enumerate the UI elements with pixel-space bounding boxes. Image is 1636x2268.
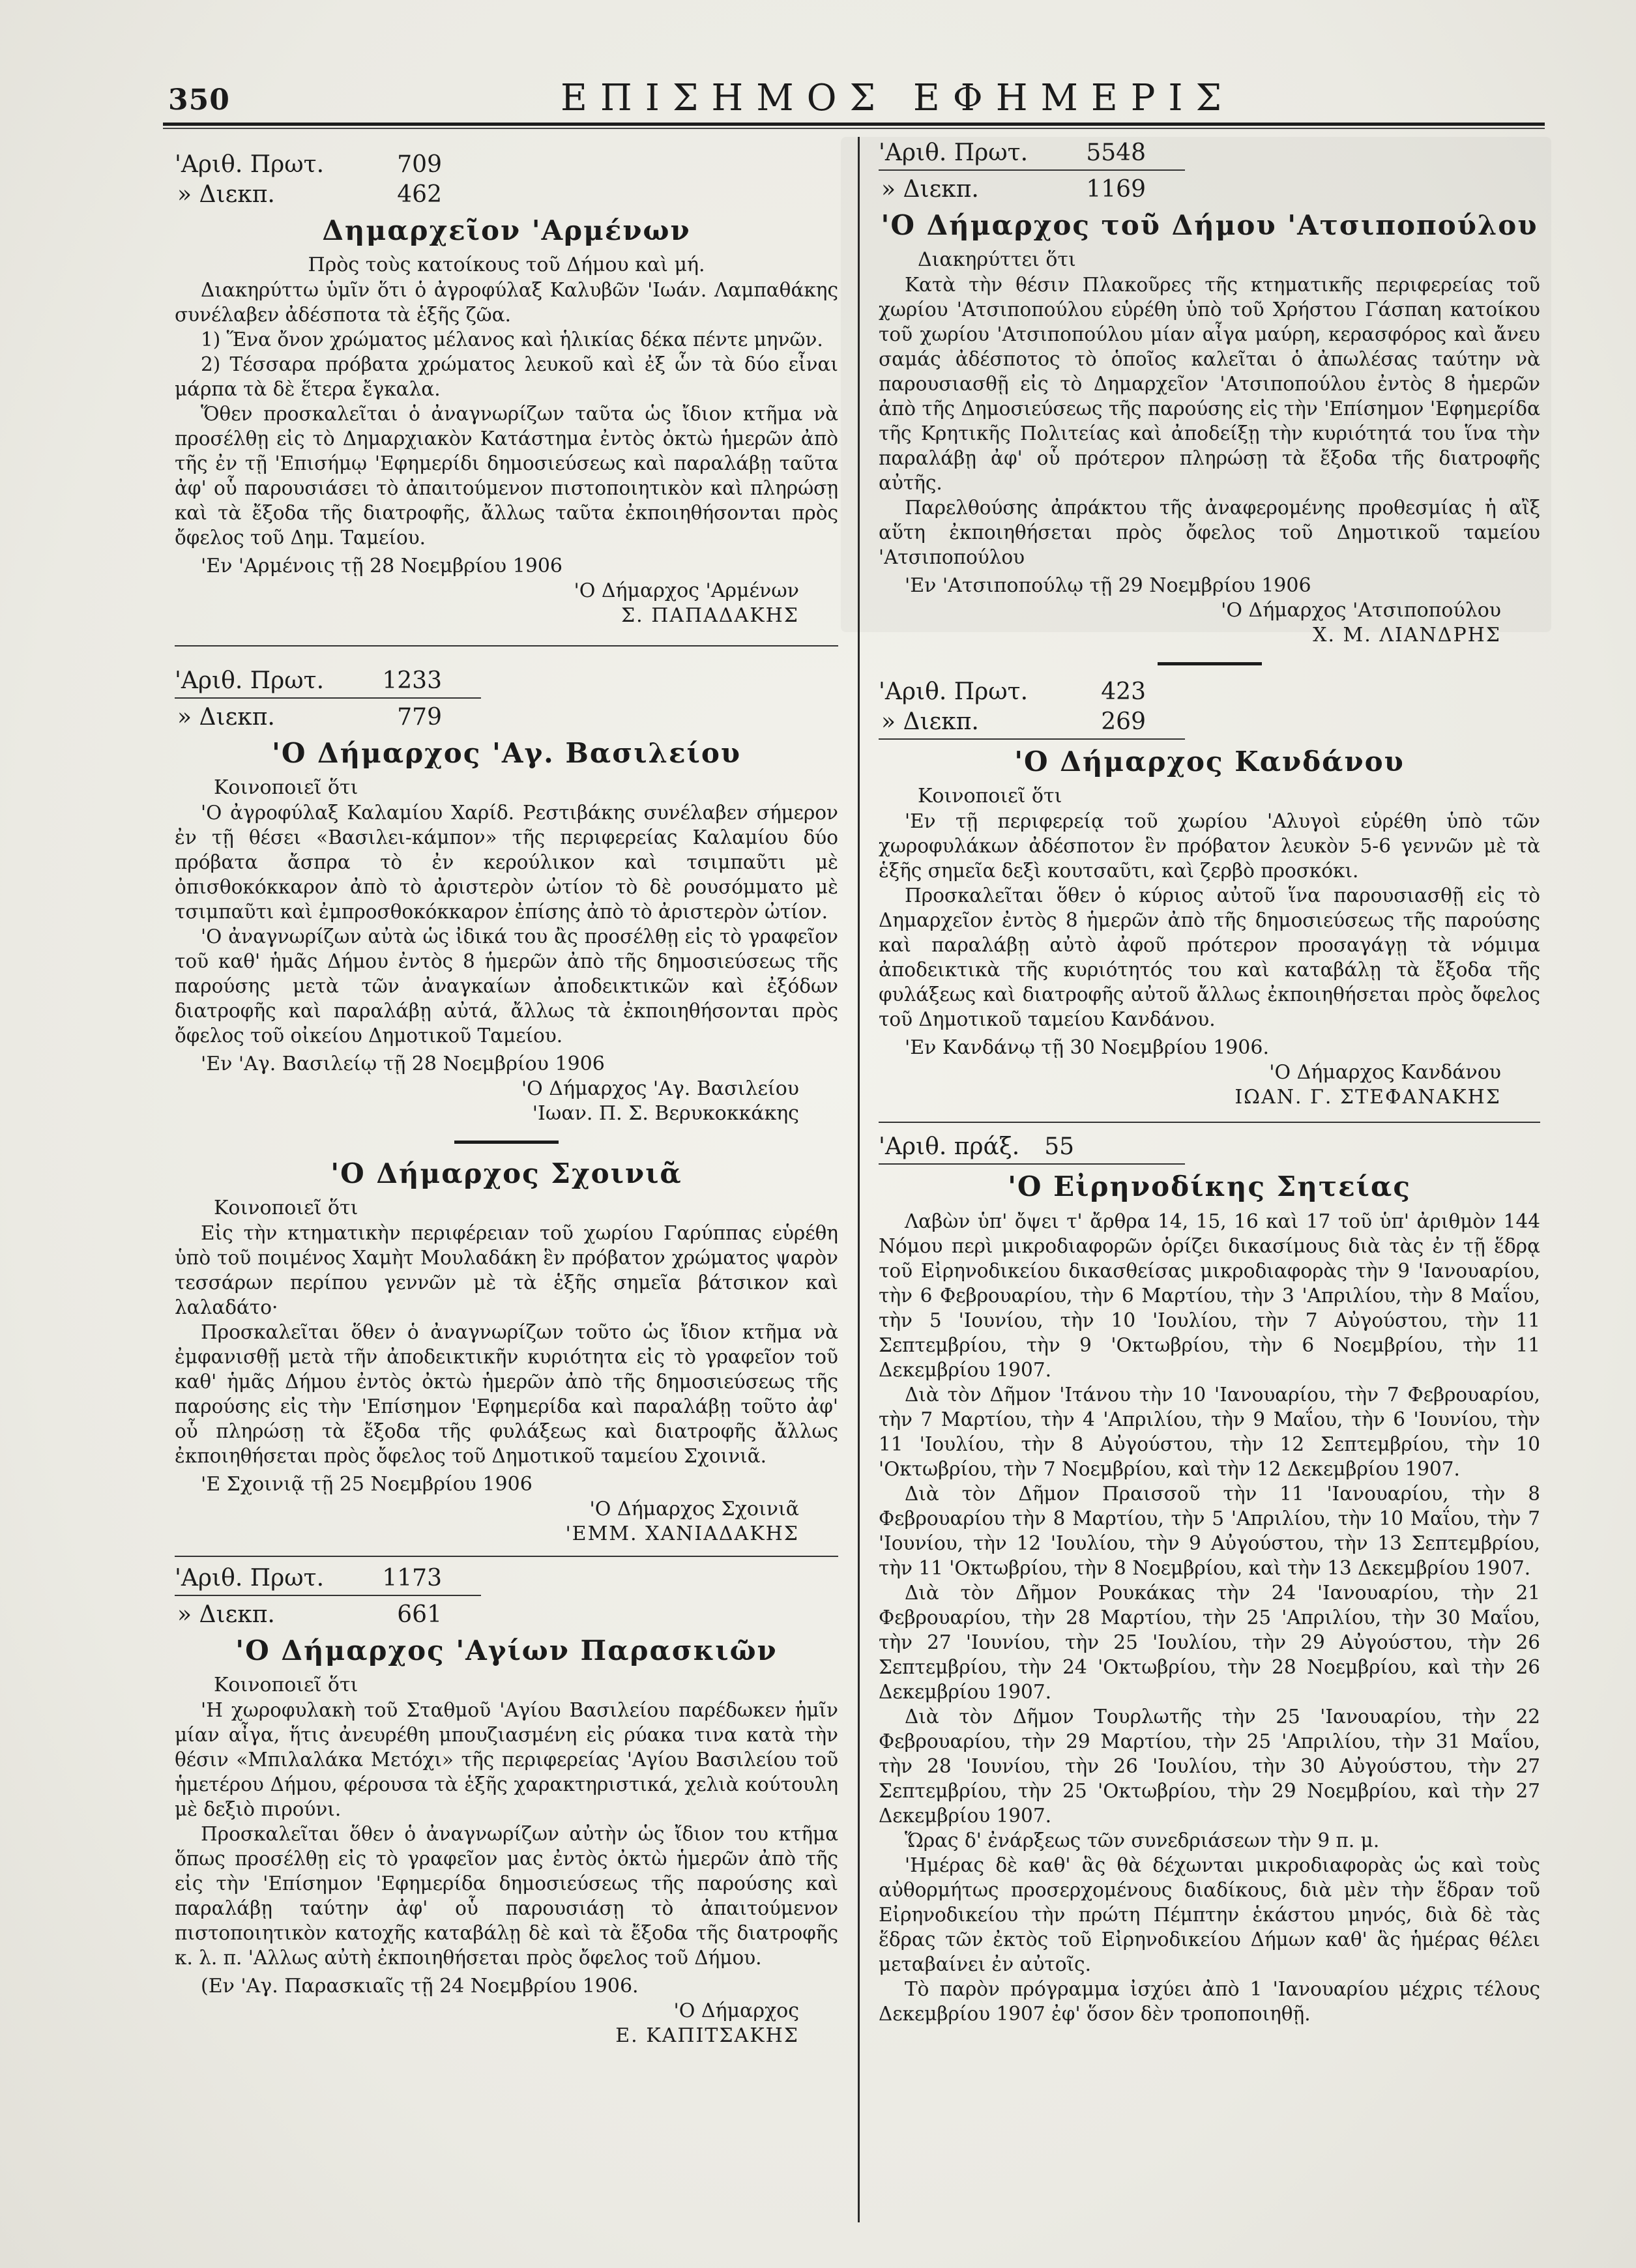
- box-rule: [879, 738, 1185, 740]
- notice-title: 'Ο Δήμαρχος 'Αγ. Βασιλείου: [271, 737, 741, 769]
- notice-title: 'Ο Δήμαρχος Κανδάνου: [1014, 746, 1405, 778]
- notice-schoinia: [175, 1156, 838, 1547]
- notice-separator: [879, 1122, 1540, 1123]
- notice-body: [879, 1209, 1540, 2026]
- notice-body: [175, 1698, 838, 1970]
- notice-title: 'Ο Δήμαρχος τοῦ Δήμου 'Ατσιποπούλου: [881, 209, 1538, 241]
- notice-title: Δημαρχεῖον 'Αρμένων: [322, 214, 691, 246]
- notice-subtitle: Κοινοποιεῖ ὅτι: [214, 1197, 358, 1219]
- dispatch-value: 269: [1101, 708, 1146, 735]
- box-rule: [879, 169, 1185, 171]
- signatory-name: 'ΕΜΜ. ΧΑΝΙΑΔΑΚΗΣ: [565, 1522, 799, 1545]
- notice-subtitle: Πρὸς τοὺς κατοίκους τοῦ Δήμου καὶ μή.: [308, 254, 705, 276]
- dispatch-label: » Διεκπ.: [177, 1601, 275, 1628]
- protocol-value: 5548: [1086, 139, 1146, 166]
- protocol-number: [879, 138, 1146, 168]
- dispatch-value: 462: [397, 181, 442, 208]
- notice-body: [175, 278, 838, 550]
- paragraph: Κατὰ τὴν θέσιν Πλακοῦρες τῆς κτηματικῆς περιφερείας τοῦ χωρίου 'Ατσιποπούλου εὑρέθη ὑπὸ τοῦ Χρήστου Γάσπαη κατοίκου τοῦ χωρίου 'Ατσιποπούλου μίαν αἶγα μαύρη, κερασφόρος καὶ ἄνευ σαμάς ἀδέσποτος τὸ ὁποῖος καλεῖται ὁ ἀπωλέσας ταύτην νὰ παρουσιασθῇ εἰς τὸ Δημαρχεῖον 'Ατσιποπούλου ἐντὸς 8 ἡμερῶν ἀπὸ τῆς Δημοσιεύσεως τῆς παρούσης εἰς τὴν 'Επίσημον 'Εφημερίδα τῆς Κρητικῆς Πολιτείας καὶ ἀποδείξῃ τὴν κυριότητά του ἵνα τὴν παραλάβῃ ἀφ' οὗ πρότερον πληρώσῃ τὰ ἔξοδα τῆς διατροφῆς αὐτῆς.: [879, 274, 1540, 494]
- act-number: [879, 1132, 1074, 1162]
- paragraph: Ὅθεν προσκαλεῖται ὁ ἀναγνωρίζων ταῦτα ὡς ἴδιον κτῆμα νὰ προσέλθῃ εἰς τὸ Δημαρχιακὸν Κατάστημα ἐντὸς ὀκτὼ ἡμερῶν ἀπὸ τῆς ἐν τῇ 'Επισήμῳ 'Εφημερίδι δημοσιεύσεως καὶ παραλάβῃ ταῦτα ἀφ' οὗ παρουσιάσει τὸ ἀπαιτούμενον πιστοποιητικὸν καὶ πληρώσῃ καὶ τὰ ἔξοδα τῆς διατροφῆς, ἄλλως ταῦτα ἐκποιηθήσονται πρὸς ὄφελος τοῦ Δημ. Ταμείου.: [175, 403, 838, 549]
- paragraph: Τὸ παρὸν πρόγραμμα ἰσχύει ἀπὸ 1 'Ιανουαρίου μέχρις τέλους Δεκεμβρίου 1907 ἐφ' ὅσον δὲν τροποποιηθῇ.: [879, 1978, 1540, 2025]
- notice-agion-paraskion: [175, 1563, 838, 2048]
- box-rule: [175, 697, 481, 699]
- paragraph: Διὰ τὸν Δῆμον Τουρλωτῆς τὴν 25 'Ιανουαρίου, τὴν 22 Φεβρουαρίου, τὴν 29 Μαρτίου, τὴν 25 'Απριλίου, τὴν 31 Μαΐου, τὴν 28 'Ιουνίου, τὴν 26 'Ιουλίου, τὴν 30 Αὐγούστου, τὴν 27 Σεπτεμβρίου, τὴν 25 'Οκτωβρίου, τὴν 29 Νοεμβρίου, καὶ τὴν 27 Δεκεμβρίου 1907.: [879, 1706, 1540, 1827]
- notice-date: 'Εν 'Αρμένοις τῇ 28 Νοεμβρίου 1906: [201, 555, 562, 577]
- protocol-label: 'Αριθ. Πρωτ.: [879, 678, 1029, 705]
- paragraph: 'Ο ἀγροφύλαξ Καλαμίου Χαρίδ. Ρεστιβάκης συνέλαβεν σήμερον ἐν τῇ θέσει «Βασιλει-κάμπον» τῆς περιφερείας Καλαμίου δύο πρόβατα ἄσπρα τὸ ἐν κερούλικον καὶ τσιμπαῦτι μὲ ὀπισθοκόκκαρον ἀπὸ τὸ ἀριστερὸν ὠτίον τὸ δὲ ρουσόμματο μὲ τσιμπαῦτι καὶ ἐμπροσθοκόκκαρον ἐπίσης ἀπὸ τὸ ἀριστερὸν ὠτίον.: [175, 802, 838, 923]
- dispatch-number: [175, 703, 442, 733]
- paragraph: Προσκαλεῖται ὅθεν ὁ ἀναγνωρίζων αὐτὴν ὡς ἴδιον του κτῆμα ὅπως προσέλθῃ εἰς τὸ γραφεῖον μας ἐντὸς ὀκτὼ ἡμερῶν ἀπὸ τῆς εἰς τὴν 'Επίσημον 'Εφημερίδα δημοσιεύσεως τῆς παρούσης καὶ παραλάβῃ ταύτην ἀφ' οὗ παρουσιάσῃ τὸ ἀπαιτούμενον πιστοποιητικὸν κατοχῆς καταβάλῃ δὲ καὶ τὰ ἔξοδα τῆς διατροφῆς κ. λ. π. 'Αλλως αὐτὴ ἐκποιηθήσεται πρὸς ὄφελος τοῦ Δήμου.: [175, 1823, 838, 1969]
- dispatch-label: » Διεκπ.: [177, 704, 275, 731]
- notice-subtitle: Κοινοποιεῖ ὅτι: [918, 785, 1062, 807]
- notice-body: [879, 272, 1540, 570]
- signatory-title: 'Ο Δήμαρχος 'Ατσιποπούλου: [1221, 599, 1501, 622]
- dispatch-value: 661: [397, 1601, 442, 1628]
- protocol-value: 423: [1101, 678, 1146, 705]
- signatory-title: 'Ο Δήμαρχος 'Αγ. Βασιλείου: [521, 1077, 799, 1100]
- dispatch-label: » Διεκπ.: [177, 181, 275, 208]
- protocol-number: [175, 666, 442, 696]
- notice-subtitle: Διακηρύττει ὅτι: [918, 248, 1076, 271]
- notice-date: 'Εν 'Αγ. Βασιλείῳ τῇ 28 Νοεμβρίου 1906: [201, 1053, 605, 1075]
- protocol-number: [175, 150, 442, 180]
- protocol-label: 'Αριθ. Πρωτ.: [175, 667, 325, 694]
- signatory-name: Σ. ΠΑΠΑΔΑΚΗΣ: [621, 604, 799, 627]
- notice-body: [175, 1221, 838, 1468]
- notice-date: 'Εν Κανδάνῳ τῇ 30 Νοεμβρίου 1906.: [905, 1036, 1270, 1059]
- dispatch-number: [879, 707, 1146, 737]
- paragraph: Ὥρας δ' ἐνάρξεως τῶν συνεδριάσεων τὴν 9 π. μ.: [905, 1829, 1380, 1852]
- paragraph: 'Ημέρας δὲ καθ' ἃς θὰ δέχωνται μικροδιαφορὰς ὡς καὶ τοὺς αὐθορμήτως προσερχομένους διαδίκους, διὰ μὲν τὴν ἕδραν τοῦ Εἰρηνοδικείου τὴν πρώτη Πέμπτην ἑκάστου μηνός, διὰ δὲ τὰς ἕδρας τῶν ἐκτὸς τοῦ Εἰρηνοδικείου Δήμων καθ' ἃς ἡμέρας θέλει μεταβαίνει ἐν αὐτοῖς.: [879, 1854, 1540, 1975]
- right-column: [879, 138, 1540, 2026]
- notice-date: 'Εν 'Ατσιποπούλῳ τῇ 29 Νοεμβρίου 1906: [905, 574, 1311, 597]
- column-divider: [858, 137, 860, 2222]
- protocol-value: 709: [397, 151, 442, 178]
- protocol-label: 'Αριθ. Πρωτ.: [175, 1565, 325, 1592]
- signatory-title: 'Ο Δήμαρχος Σχοινιᾶ: [589, 1498, 799, 1520]
- protocol-value: 1173: [382, 1565, 442, 1592]
- notice-title: 'Ο Δήμαρχος Σχοινιᾶ: [330, 1157, 682, 1189]
- dispatch-number: [175, 180, 442, 210]
- paragraph: Διακηρύττω ὑμῖν ὅτι ὁ ἀγροφύλαξ Καλυβῶν 'Ιωάν. Λαμπαθάκης συνέλαβεν ἀδέσποτα τὰ ἑξῆς ζῶα.: [175, 279, 838, 326]
- paragraph: Εἰς τὴν κτηματικὴν περιφέρειαν τοῦ χωρίου Γαρύππας εὑρέθη ὑπὸ τοῦ ποιμένος Χαμὴτ Μουλαδάκη ἓν πρόβατον χρώματος ψαρὸν τεσσάρων περίπου γεννῶν μὲ τὰ ἑξῆς σημεῖα βάτσικον καὶ λαλαδάτο·: [175, 1222, 838, 1318]
- notice-armenoi: [175, 150, 838, 628]
- paragraph: Διὰ τὸν Δῆμον Πραισσοῦ τὴν 11 'Ιανουαρίου, τὴν 8 Φεβρουαρίου τὴν 8 Μαρτίου, τὴν 5 'Απριλίου, τὴν 10 Μαΐου, τὴν 7 'Ιουνίου, τὴν 12 'Ιουλίου, τὴν 9 Αὐγούστου, τὴν 13 Σεπτεμβρίου, τὴν 11 'Οκτωβρίου, τὴν 8 Νοεμβρίου, καὶ τὴν 13 Δεκεμβρίου 1907.: [879, 1483, 1540, 1579]
- paragraph: 'Εν τῇ περιφερείᾳ τοῦ χωρίου 'Αλυγοὶ εὑρέθη ὑπὸ τῶν χωροφυλάκων ἀδέσποτον ἓν πρόβατον λευκὸν 5-6 γεννῶν μὲ τὰ ἑξῆς σημεῖα δεξὶ κουτσαῦτι, καὶ ζερβὸ προσκόκι.: [879, 810, 1540, 882]
- notice-separator: [175, 1556, 838, 1557]
- notice-date: 'Ε Σχοινιᾷ τῇ 25 Νοεμβρίου 1906: [201, 1473, 533, 1496]
- box-rule: [879, 1163, 1185, 1165]
- signatory-title: 'Ο Δήμαρχος 'Αρμένων: [574, 579, 799, 602]
- notice-body: [175, 800, 838, 1048]
- paragraph: Προσκαλεῖται ὅθεν ὁ κύριος αὐτοῦ ἵνα παρουσιασθῇ εἰς τὸ Δημαρχεῖον ἐντὸς 8 ἡμερῶν ἀπὸ τῆς δημοσιεύσεως τῆς παρούσης καὶ παραλάβῃ αὐτὸ ἀφοῦ πρότερον προσαγάγῃ τὰ νόμιμα ἀποδεικτικὰ τῆς κυριότητός του καὶ καταβάλῃ τὰ ἔξοδα τῆς φυλάξεως καὶ διατροφῆς αὐτοῦ ἄλλως ἐκποιηθήσεται πρὸς ὄφελος τοῦ Δημοτικοῦ ταμείου Κανδάνου.: [879, 884, 1540, 1030]
- paragraph: 1) Ἕνα ὄνον χρώματος μέλανος καὶ ἡλικίας δέκα πέντε μηνῶν.: [201, 328, 823, 351]
- paragraph: 'Ο ἀναγνωρίζων αὐτὰ ὡς ἰδικά του ἂς προσέλθῃ εἰς τὸ γραφεῖον τοῦ καθ' ἡμᾶς Δήμου ἐντὸς 8 ἡμερῶν ἀπὸ τῆς δημοσιεύσεως τῆς παρούσης μετὰ τῶν ἀναγκαίων ἀποδεικτικῶν καὶ ἐξόδων διατροφῆς καὶ παραλάβῃ αὐτά, ἄλλως τὰ ἐκποιηθήσονται πρὸς ὄφελος τοῦ οἰκείου Δημοτικοῦ Ταμείου.: [175, 925, 838, 1047]
- notice-title: 'Ο Δήμαρχος 'Αγίων Παρασκιῶν: [235, 1635, 778, 1666]
- signatory-name: Ε. ΚΑΠΙΤΣΑΚΗΣ: [615, 2024, 799, 2047]
- left-column: [175, 138, 838, 2048]
- protocol-label: 'Αριθ. Πρωτ.: [879, 139, 1029, 166]
- page-number: 350: [168, 83, 230, 117]
- notice-separator: [454, 1141, 559, 1144]
- protocol-value: 1233: [382, 667, 442, 694]
- signatory-name: ΙΩΑΝ. Γ. ΣΤΕΦΑΝΑΚΗΣ: [1234, 1086, 1501, 1109]
- header-rule: [163, 123, 1545, 126]
- notice-subtitle: Κοινοποιεῖ ὅτι: [214, 776, 358, 799]
- dispatch-number: [879, 175, 1146, 205]
- header-rule-secondary: [163, 128, 1545, 129]
- paragraph: 2) Τέσσαρα πρόβατα χρώματος λευκοῦ καὶ ἐξ ὧν τὰ δύο εἶναι μάρπα τὰ δὲ ἕτερα ἔγκαλα.: [175, 353, 838, 400]
- notice-title: 'Ο Εἰρηνοδίκης Σητείας: [1008, 1170, 1411, 1202]
- act-label: 'Αριθ. πράξ.: [879, 1133, 1020, 1160]
- dispatch-label: » Διεκπ.: [881, 176, 979, 203]
- signatory-title: 'Ο Δήμαρχος Κανδάνου: [1269, 1061, 1501, 1084]
- paragraph: Προσκαλεῖται ὅθεν ὁ ἀναγνωρίζων τοῦτο ὡς ἴδιον κτῆμα νὰ ἐμφανισθῇ μετὰ τῆν ἀποδεικτικῆν κυριότητα εἰς τὸ γραφεῖον τοῦ καθ' ἡμᾶς Δήμου ἐντὸς ὀκτὼ ἡμερῶν ἀπὸ τῆς δημοσιεύσεως τῆς παρούσης εἰς τὴν 'Επίσημον 'Εφημερίδα καὶ παραλάβῃ τοῦτο ἀφ' οὗ πληρώσῃ τὰ ἔξοδα τῆς φυλάξεως καὶ διατροφῆς ἄλλως ἐκποιηθήσεται πρὸς ὄφελος τοῦ Δημοτικοῦ ταμείου Σχοινιᾶ.: [175, 1321, 838, 1467]
- act-value: 55: [1044, 1133, 1074, 1160]
- gazette-title: ΕΠΙΣΗΜΟΣ ΕΦΗΜΕΡΙΣ: [561, 77, 1235, 119]
- notice-body: [879, 809, 1540, 1032]
- paragraph: Παρελθούσης ἀπράκτου τῆς ἀναφερομένης προθεσμίας ἡ αἲξ αὕτη ἐκποιηθήσεται πρὸς ὄφελος τοῦ Δημοτικοῦ ταμείου 'Ατσιποπούλου: [879, 497, 1540, 568]
- notice-atsipopoulou: [879, 138, 1540, 648]
- notice-eirinodikis-siteias: [879, 1132, 1540, 2026]
- notice-separator: [175, 645, 838, 647]
- notice-subtitle: Κοινοποιεῖ ὅτι: [214, 1674, 358, 1696]
- dispatch-label: » Διεκπ.: [881, 708, 979, 735]
- signatory-name: Χ. Μ. ΛΙΑΝΔΡΗΣ: [1313, 624, 1501, 647]
- notice-ag-vasileiou: [175, 666, 838, 1126]
- notice-kandanou: [879, 677, 1540, 1110]
- signatory-name: 'Ιωαν. Π. Σ. Βερυκοκκάκης: [532, 1102, 799, 1125]
- protocol-number: [175, 1563, 442, 1593]
- paragraph: Διὰ τὸν Δῆμον Ρουκάκας τὴν 24 'Ιανουαρίου, τὴν 21 Φεβρουαρίου, τὴν 28 Μαρτίου, τὴν 25 'Απριλίου, τὴν 30 Μαΐου, τὴν 27 'Ιουνίου, τὴν 25 'Ιουλίου, τὴν 29 Αὐγούστου, τὴν 26 Σεπτεμβρίου, τὴν 24 'Οκτωβρίου, τὴν 28 Νοεμβρίου, καὶ τὴν 26 Δεκεμβρίου 1907.: [879, 1582, 1540, 1703]
- paragraph: Λαβὼν ὑπ' ὄψει τ' ἄρθρα 14, 15, 16 καὶ 17 τοῦ ὑπ' ἀριθμὸν 144 Νόμου περὶ μικροδιαφορῶν ὁρίζει δικασίμους διὰ τὰς ἐν τῇ ἕδρᾳ τοῦ Εἰρηνοδικείου δικασθείσας μικροδιαφορὰς τὴν 9 'Ιανουαρίου, τὴν 6 Φεβρουαρίου, τὴν 6 Μαρτίου, τὴν 3 'Απριλίου, τὴν 8 Μαΐου, τὴν 5 'Ιουνίου, τὴν 10 'Ιουλίου, τὴν 7 Αὐγούστου, τὴν 11 Σεπτεμβρίου, τὴν 9 'Οκτωβρίου, τὴν 6 Νοεμβρίου, τὴν 11 Δεκεμβρίου 1907.: [879, 1210, 1540, 1381]
- dispatch-value: 1169: [1086, 176, 1146, 203]
- box-rule: [175, 1595, 481, 1596]
- protocol-label: 'Αριθ. Πρωτ.: [175, 151, 325, 178]
- notice-separator: [1158, 662, 1262, 665]
- paragraph: Διὰ τὸν Δῆμον 'Ιτάνου τὴν 10 'Ιανουαρίου, τὴν 7 Φεβρουαρίου, τὴν 7 Μαρτίου, τὴν 4 'Απριλίου, τὴν 9 Μαΐου, τὴν 6 'Ιουνίου, τὴν 11 'Ιουλίου, τὴν 8 Αὐγούστου, τὴν 12 Σεπτεμβρίου, τὴν 10 'Οκτωβρίου, τὴν 7 Νοεμβρίου, καὶ τὴν 12 Δεκεμβρίου 1907.: [879, 1384, 1540, 1480]
- signatory-title: 'Ο Δήμαρχος: [673, 1999, 799, 2022]
- dispatch-number: [175, 1600, 442, 1630]
- notice-date: (Εν 'Αγ. Παρασκιαῖς τῇ 24 Νοεμβρίου 1906.: [201, 1975, 639, 1998]
- paragraph: 'Η χωροφυλακὴ τοῦ Σταθμοῦ 'Αγίου Βασιλείου παρέδωκεν ἡμῖν μίαν αἶγα, ἥτις ἀνευρέθη μπουζιασμένη εἰς ρύακα τινα κατὰ τὴν θέσιν «Μπιλαλάκα Μετόχι» τῆς περιφερείας 'Αγίου Βασιλείου τοῦ ἡμετέρου Δήμου, φέρουσα τὰ ἑξῆς χαρακτηριστικά, χελιὰ κούτουλη μὲ δεξιὸ πιρούνι.: [175, 1699, 838, 1820]
- protocol-number: [879, 677, 1146, 707]
- dispatch-value: 779: [397, 704, 442, 731]
